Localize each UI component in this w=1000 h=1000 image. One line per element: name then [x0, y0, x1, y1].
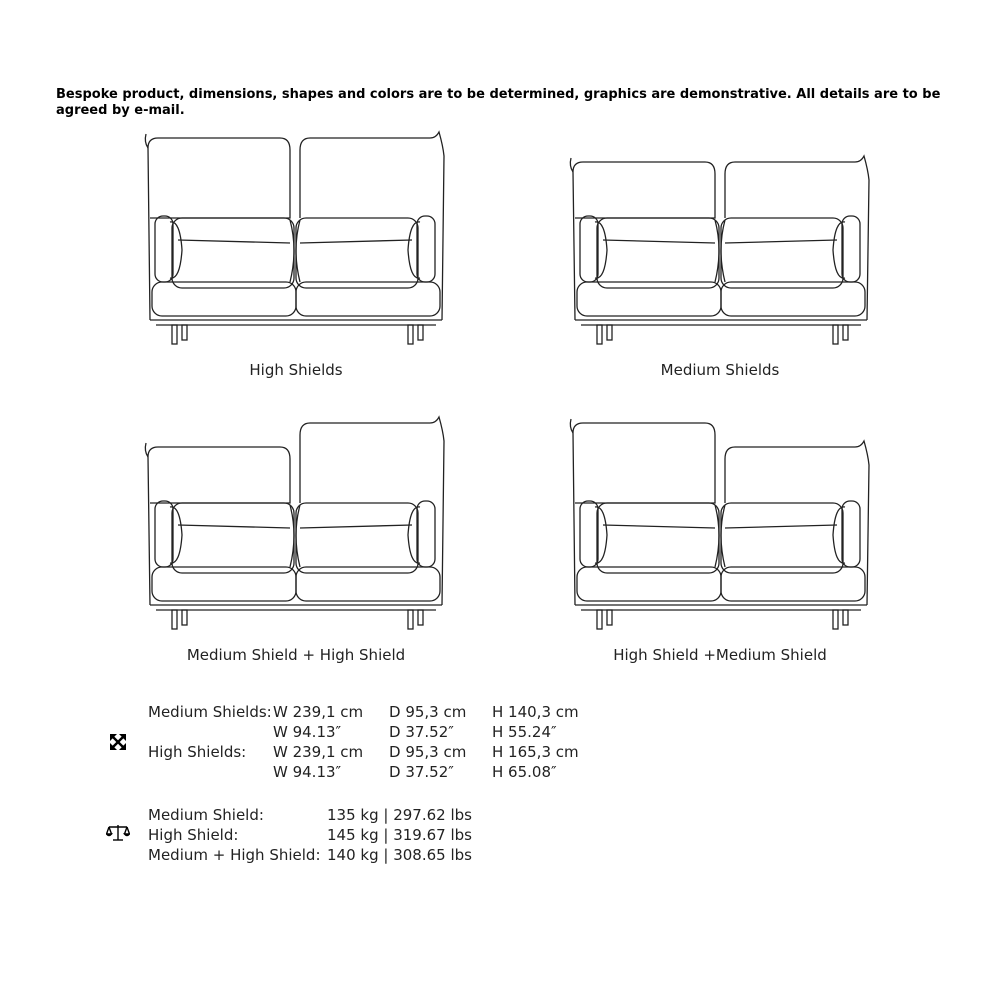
sofa-leg	[597, 610, 602, 629]
dim-row-3-height: H 165,3 cm	[492, 743, 579, 761]
armrest-left	[580, 216, 598, 282]
sofa-drawing-medium-high	[130, 405, 460, 645]
weight-row-1-value: 135 kg | 297.62 lbs	[327, 806, 472, 824]
armrest-left	[155, 216, 173, 282]
sofa-leg	[607, 610, 612, 625]
seat-cushion-left	[577, 567, 721, 601]
sofa-leg	[172, 325, 177, 344]
sofa-leg	[843, 325, 848, 340]
dim-row-1-width: W 239,1 cm	[273, 703, 364, 721]
seat-cushion-right	[721, 282, 865, 316]
left-shield	[573, 423, 715, 605]
seat-cushion-right	[296, 282, 440, 316]
sofa-drawing-high-shields	[130, 120, 460, 360]
sofa-leg	[172, 610, 177, 629]
caption-high-shields: High Shields	[249, 361, 343, 379]
right-shield	[725, 156, 869, 320]
caption-high-medium-shield: High Shield +Medium Shield	[613, 646, 827, 664]
right-shield	[725, 441, 869, 605]
sofa-leg	[843, 610, 848, 625]
weight-row-3-value: 140 kg | 308.65 lbs	[327, 846, 472, 864]
cushion-seam	[725, 525, 837, 528]
dim-row-1-height: H 140,3 cm	[492, 703, 579, 721]
dim-row-4-depth: D 37.52″	[389, 763, 454, 781]
sofa-leg	[833, 610, 838, 629]
seat-cushion-right	[296, 567, 440, 601]
right-shield	[300, 132, 444, 320]
dim-row-2-width: W 94.13″	[273, 723, 342, 741]
dim-row-1-depth: D 95,3 cm	[389, 703, 467, 721]
back-cushion-right	[296, 503, 418, 573]
armrest-right	[417, 501, 435, 567]
sofa-leg	[418, 610, 423, 625]
weight-row-1-label: Medium Shield:	[148, 806, 264, 824]
sofa-leg	[408, 610, 413, 629]
sofa-leg	[607, 325, 612, 340]
weight-row-3-label: Medium + High Shield:	[148, 846, 321, 864]
dim-row-2-height: H 55.24″	[492, 723, 557, 741]
right-shield	[300, 417, 444, 605]
dim-row-4-height: H 65.08″	[492, 763, 557, 781]
dim-row-3-depth: D 95,3 cm	[389, 743, 467, 761]
back-cushion-left	[172, 218, 294, 288]
sofa-leg	[182, 610, 187, 625]
dim-row-2-depth: D 37.52″	[389, 723, 454, 741]
back-cushion-left	[597, 503, 719, 573]
cushion-seam	[300, 525, 412, 528]
cushion-seam	[178, 240, 290, 243]
dim-row-3-label: High Shields:	[148, 743, 247, 761]
sofa-leg	[182, 325, 187, 340]
seat-cushion-right	[721, 567, 865, 601]
left-shield	[148, 138, 290, 320]
sofa-leg	[833, 325, 838, 344]
cushion-seam	[725, 240, 837, 243]
caption-medium-shields: Medium Shields	[660, 361, 780, 379]
sofa-drawing-high-medium	[555, 405, 885, 645]
armrest-right	[842, 216, 860, 282]
cushion-seam	[178, 525, 290, 528]
cushion-seam	[603, 525, 715, 528]
back-cushion-left	[597, 218, 719, 288]
back-cushion-right	[721, 503, 843, 573]
cushion-seam	[300, 240, 412, 243]
caption-medium-high-shield: Medium Shield + High Shield	[186, 646, 406, 664]
armrest-right	[417, 216, 435, 282]
armrest-right	[842, 501, 860, 567]
back-cushion-left	[172, 503, 294, 573]
back-cushion-right	[721, 218, 843, 288]
sofa-leg	[408, 325, 413, 344]
seat-cushion-left	[577, 282, 721, 316]
seat-cushion-left	[152, 567, 296, 601]
dim-row-3-width: W 239,1 cm	[273, 743, 364, 761]
scale-icon	[106, 823, 130, 843]
dim-row-4-width: W 94.13″	[273, 763, 342, 781]
dim-row-1-label: Medium Shields:	[148, 703, 272, 721]
back-cushion-right	[296, 218, 418, 288]
disclaimer-notice: Bespoke product, dimensions, shapes and colors are to be determined, graphics are demonstrative. All details are to be agreed by e-mail.	[56, 87, 941, 118]
sofa-leg	[418, 325, 423, 340]
cushion-seam	[603, 240, 715, 243]
seat-cushion-left	[152, 282, 296, 316]
resize-arrows-icon	[109, 733, 127, 751]
sofa-drawing-medium-shields	[555, 120, 885, 360]
weight-row-2-label: High Shield:	[148, 826, 239, 844]
sofa-leg	[597, 325, 602, 344]
weight-row-2-value: 145 kg | 319.67 lbs	[327, 826, 472, 844]
armrest-left	[155, 501, 173, 567]
armrest-left	[580, 501, 598, 567]
